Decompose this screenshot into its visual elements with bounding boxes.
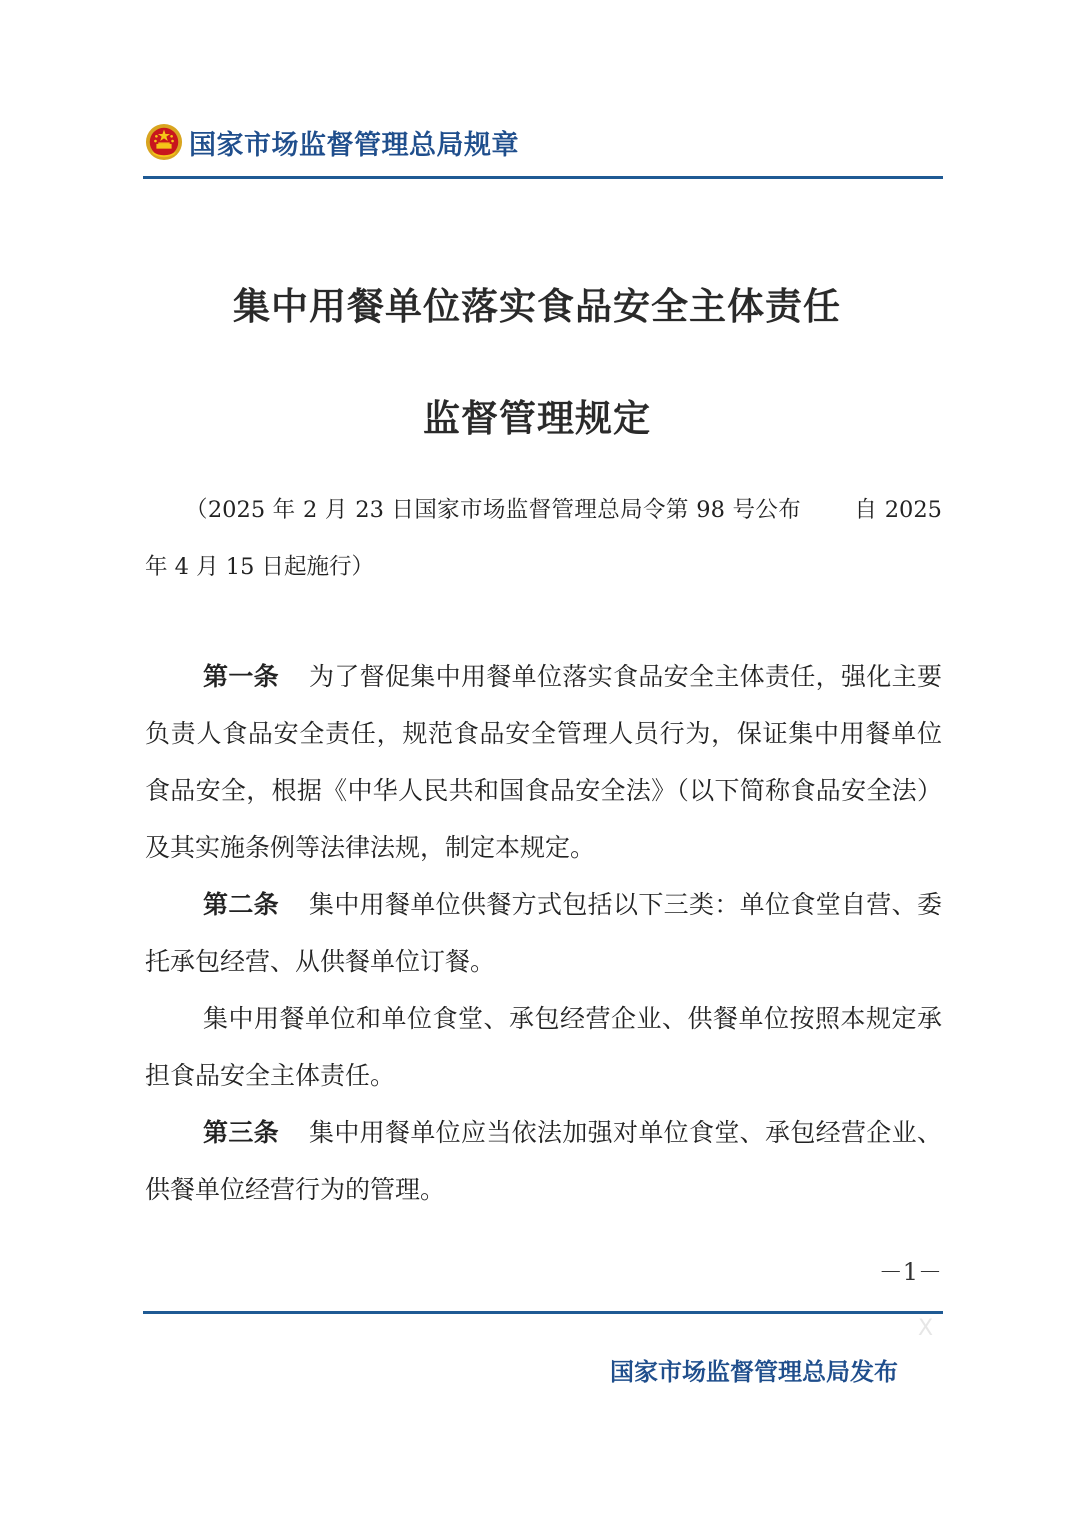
article-1 [145,648,942,876]
article-2-label: 第二条 [203,890,279,919]
article-1-text: 为了督促集中用餐单位落实食品安全主体责任，强化主要负责人食品安全责任，规范食品安全管理人员行为，保证集中用餐单位食品安全，根据《中华人民共和国食品安全法》（以下简称食品安全法）及其实施条例等法律法规，制定本规定。 [145,662,942,862]
article-2-paragraph-2-text: 集中用餐单位和单位食堂、承包经营企业、供餐单位按照本规定承担食品安全主体责任。 [145,1004,942,1090]
header-title: 国家市场监督管理总局规章 [189,129,519,161]
header-divider [143,176,943,179]
footer-divider [143,1311,943,1314]
article-2-paragraph-2 [145,990,942,1104]
watermark-mark: X [918,1316,934,1341]
article-2 [145,876,942,990]
document-title-line-1: 集中用餐单位落实食品安全主体责任 [233,285,841,328]
article-3-text: 集中用餐单位应当依法加强对单位食堂、承包经营企业、供餐单位经营行为的管理。 [145,1118,942,1204]
footer-publisher: 国家市场监督管理总局发布 [610,1358,898,1386]
document-title-line-2: 监督管理规定 [423,397,651,440]
promulgation-note: （2025 年 2 月 23 日国家市场监督管理总局令第 98 号公布 自 2025 年 4 月 15 日起施行） [145,497,942,580]
document-header [145,120,943,164]
national-emblem-icon [145,123,183,161]
article-3 [145,1104,942,1218]
article-2-text: 集中用餐单位供餐方式包括以下三类：单位食堂自营、委托承包经营、从供餐单位订餐。 [145,890,942,976]
page-number: －1－ [878,1258,942,1286]
article-1-label: 第一条 [203,662,279,691]
article-3-label: 第三条 [203,1118,279,1147]
